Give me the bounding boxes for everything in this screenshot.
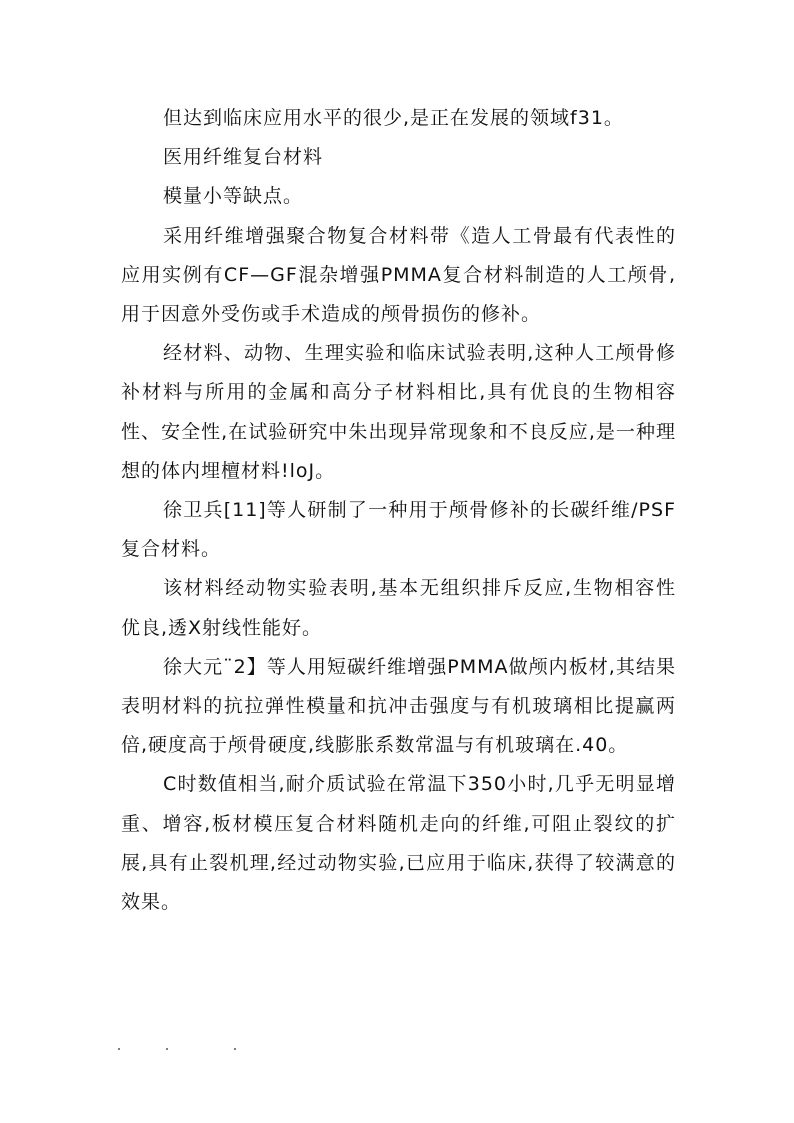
paragraph-6: 徐卫兵[11]等人研制了一种用于颅骨修补的长碳纤维/PSF复合材料。 — [121, 499, 676, 561]
paragraph-2: 医用纤维复台材料 — [163, 146, 324, 169]
paragraph-1: 但达到临床应用水平的很少,是正在发展的领域f31。 — [163, 107, 624, 129]
paragraph-4: 采用纤维增强聚合物复合材料带《造人工骨最有代表性的应用实例有CF—GF混杂增强PMMA复合材料制造的人工颅骨,用于因意外受伤或手术造成的颅骨损伤的修补。 — [121, 224, 676, 326]
footer-dot — [166, 1048, 168, 1050]
paragraph-9: C时数值相当,耐介质试验在常温下350小时,几乎无明显增重、增容,板材模压复合材料随机走向的纤维,可阻止裂纹的扩展,具有止裂机理,经过动物实验,已应用于临床,获得了较满意的效果。 — [121, 773, 676, 914]
paragraph-8: 徐大元¨2】等人用短碳纤维增强PMMA做颅内板材,其结果表明材料的抗拉弹性模量和抗冲击强度与有机玻璃相比提赢两倍,硬度高于颅骨硬度,线膨胀系数常温与有机玻璃在.40。 — [121, 655, 676, 757]
footer-dot — [234, 1048, 236, 1050]
footer-dots — [118, 1048, 258, 1054]
paragraph-3: 模量小等缺点。 — [163, 185, 304, 208]
document-body — [121, 99, 676, 922]
paragraph-5: 经材料、动物、生理实验和临床试验表明,这种人工颅骨修补材料与所用的金属和高分子材料相比,具有优良的生物相容性、安全性,在试验研究中朱出现异常现象和不良反应,是一种理想的体内埋檀材料!loJ。 — [121, 342, 676, 482]
footer-dot — [118, 1048, 120, 1050]
paragraph-7: 该材料经动物实验表明,基本无组织排斥反应,生物相容性优良,透X射线性能好。 — [121, 577, 676, 639]
